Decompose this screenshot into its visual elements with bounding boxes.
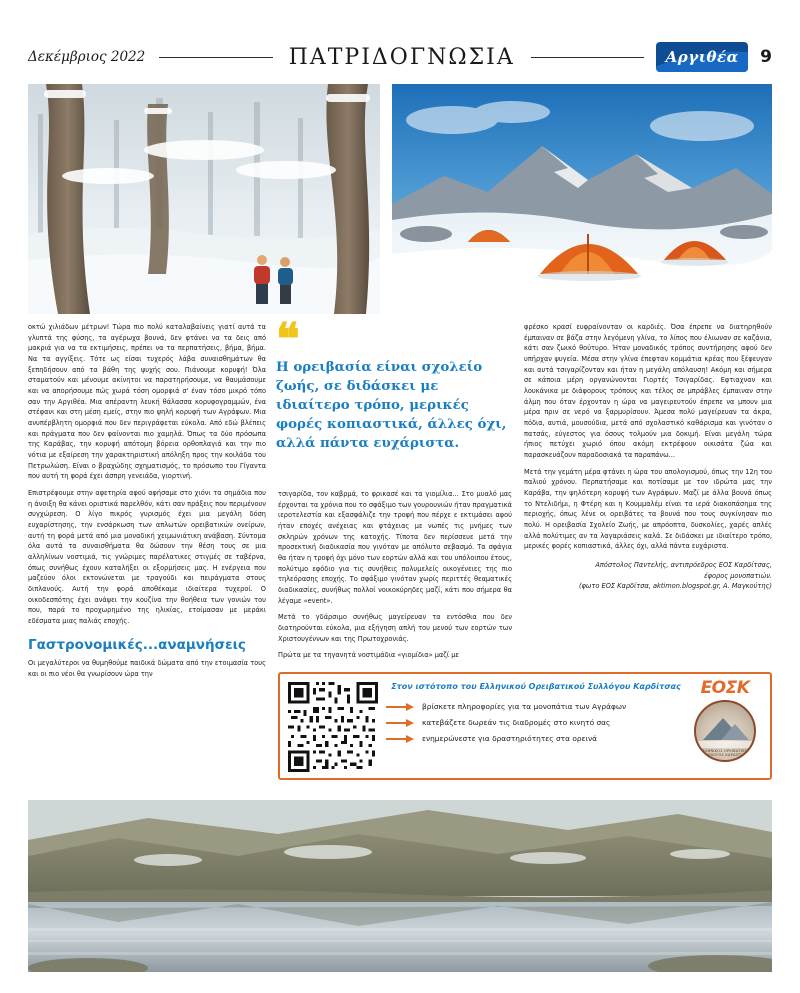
byline-line-2: έφορος μονοπατιών. xyxy=(704,571,772,580)
photo-tents-graphic xyxy=(392,84,772,314)
photo-mountain-lake xyxy=(28,800,772,972)
badge-band xyxy=(696,741,754,748)
article-column-2 xyxy=(278,489,512,667)
qr-code[interactable] xyxy=(288,682,378,772)
logo-label: Αργιθέα xyxy=(665,48,739,66)
col3-paragraph-1: φρέσκο κρασί ευφραίνονταν οι καρδιές. Όσα έπρεπε να διατηρηθούν έμπαιναν σε βάζα στην λεγόμενη γλίνα, το λίπος που έλιωναν σε καζάνια, κάτι σαν ζωικό θούτυρο. Ήταν μοναδικός τρόπος συντήρησης αφού δεν υπήρχαν ψυγεία. Μέσα στην γλίνα έπεφταν κομμάτια κρέας που ξέφευγαν και αυτά τσιγαρίζονταν και ήταν η μεγάλη απόλαυση! Ακόμη και σήμερα σε κάποια μέρη οργανώνονται Γιορτές Τσιγαρίδας. Εφτιαχναν και λουκάνικα με διάφορους τρόπους και τέλος σε μπράβλες έμπαιναν στην άλμη που όταν έρχονταν η ώρα να μαγειρευτούν έπρεπε να μπουν μια μέρα πριν σε νερό να ξαρμυρίσουν. Άμεσα πολύ μαγείρευαν τα άκρα, πόδια, αυτιά, μουσούδια, μετά από σχολαστικό καθάρισμα και γινόταν ο πατσάς, εύγεστος για όσους τολμούν μια δοκιμή. Είναι μεγάλη τώρα ήπιος πετύχει χωριό όπου ακόμη εκτρέφουν οικισάτα ζώα και παρασκευάζουν παραδοσιακά τα παραπάνω... xyxy=(524,323,772,460)
qr-code-graphic xyxy=(288,682,378,772)
byline xyxy=(524,560,772,592)
arrow-right-icon xyxy=(386,718,416,727)
article-column-1 xyxy=(28,322,266,685)
ad-title: Στον ιστότοπο του Ελληνικού Ορειβατικού Συλλόγου Καρδίτσας xyxy=(391,682,681,691)
col1-paragraph-2: Επιστρέφουμε στην αφετηρία αφού αφήσαμε στο χιόνι τα σημάδια που η άνοιξη θα κάνει οριστικά παρελθόν, κάτι σαν πράξεις που περιμένουν συγχώρεση. Ο λίγο πικρός γυρισμός έχει μια μεγάλη δόση ευχαρίστησης, την ενσάρκωση των απλωτών ορειβατικών ονείρων, αυτή τη φορά μετά από μια μοναδική χειμωνιάτικη ανάβαση. Σύντομα όλα αυτά τα συναισθήματα θα δώσουν την θέση τους σε μια αλληλίνων νοστιμιά, τις γνώριμες παρέλατικες στιγμές σε ταβέρνα, όπως συνήθως έχουν καταλήξει οι εξορμήσεις μας. Η ενέργεια που μαζεύον όλοι εκτονώνεται με τραγούδι και πειράγματα στους διπλανούς. Αυτή την φορά αποθέκαμε ιδιαίτερα τυχεροί. Ο οικοδεσπότης έχει ανάψει την κουζίνα την θοήθεια των γονιών του που, παρά το προχωρημένο της ηλικίας, ετοίμασαν με μεράκι εδέσματα μιας παλιάς εποχής. xyxy=(28,489,266,626)
byline-line-1: Απόστολος Παντελής, αντιπρόεδρος ΕΟΣ Καρδίτσας, xyxy=(595,561,772,570)
section-heading-gastronomy: Γαστρονομικές...αναμνήσεις xyxy=(28,636,246,653)
photo-tents-on-snow xyxy=(392,84,772,314)
photo-snowy-forest-graphic xyxy=(28,84,380,314)
masthead xyxy=(28,38,772,76)
quote-mark-icon: ❝ xyxy=(276,314,297,365)
advertisement-box[interactable] xyxy=(278,672,772,780)
arrow-right-icon xyxy=(386,734,416,743)
col1-paragraph-3: Οι μεγαλύτεροι να θυμηθούμε παιδικά δώματα από την ετοιμασία τους και οι πιο νέοι θα γνωρίσουν ώρα την xyxy=(28,659,266,678)
col2-paragraph-2: Μετά το γδάρσιμο συνήθως μαγείρευαν τα εντόσθια που δεν διατηρούνται εύκολα, μια εξήγηση απλή του μενού των εορτών των Χριστουγέννων και της Πρωτοχρονιάς. xyxy=(278,613,512,643)
eosk-logo-text: ΕΟΣΚ xyxy=(700,678,750,698)
ad-list-item-label: κατεβάζετε δωρεάν τις διαδρομές στο κινητό σας xyxy=(422,718,611,727)
issue-date: Δεκέμβριος 2022 xyxy=(28,49,146,65)
ad-list-item-label: ενημερώνεστε για δραστηριότητες στα ορεινά xyxy=(422,734,598,743)
ad-list-item-label: βρίσκετε πληροφορίες για τα μονοπάτια των Αγράφων xyxy=(422,702,627,711)
pull-quote-text: Η ορειβασία είναι σχολείο ζωής, σε διδάσκει με ιδιαίτερο τρόπο, μερικές φορές κοπιαστικά, άλλες όχι, αλλά πάντα ευχάριστα. xyxy=(276,358,507,451)
col3-paragraph-2: Μετά την γεμάτη μέρα φτάνει η ώρα του απολογισμού, όπως την 12η του παλιού χρόνου. Περπατήσαμε και ποτίσαμε με τον ιδρώτα μας την Καράβα, την ψηλότερη κορυφή των Αγράφων. Μαζί με άλλα βουνά όπως το Ντελιδήμι, η Φτέρη και η Κουμμαλέμ είναι τα ιερά διακοπάσημα της περιοχής, όπως λένε οι ορειβάτες τα βουνά που τους συγκίνησαν πιο πολύ. Η ορειβασία Σχολείο Ζωής, με απρόοπτα, δυσκολίες, χαρές απλές αλλά πολύτιμες αν τα λαγαριάσεις καλά. Σε διδάσκει με ιδιαίτερο τρόπο, μερικές φορές κοπιαστικά, άλλες όχι, αλλά πάντα ευχάριστα. xyxy=(524,467,772,551)
arrow-right-icon xyxy=(386,702,416,711)
header-rule-left xyxy=(159,57,272,58)
ad-benefits-list xyxy=(386,702,692,750)
pull-quote xyxy=(276,314,516,453)
photo-snowy-forest xyxy=(28,84,380,314)
photo-mountain-lake-graphic xyxy=(28,800,772,972)
eosk-badge-text: ΕΛΛΗΝΙΚΟΣ ΟΡΕΙΒΑΤΙΚΟΣ ΣΥΛΛΟΓΟΣ ΚΑΡΔΙΤΣΑΣ xyxy=(699,749,751,757)
ad-list-item xyxy=(386,702,692,711)
article-column-3 xyxy=(524,322,772,592)
page-title: ΠΑΤΡΙΔΟΓΝΩΣΙΑ xyxy=(288,44,515,70)
mountain-shape-secondary-icon xyxy=(721,724,749,740)
eosk-logo xyxy=(688,680,762,774)
byline-line-3: (φωτο ΕΟΣ Καρδίτσα, aktimon.blogspot.gr, Α. Μαγκούτης) xyxy=(578,582,772,591)
publication-logo xyxy=(656,42,748,72)
header-rule-right xyxy=(531,57,644,58)
col2-paragraph-1: τσιγαρίδα, τον καβρμά, το φρικασέ και τα γιομίλια... Στο μυαλό μας έρχονται τα χρόνια που το σφάξιμο των γουρουνιών ήταν πραγματικά ιεροτελεστία και εξασφάλιζε την τροφή που πέρχε ε εκτιμάσει αφού ήταν εποχές ανέχειας και φτάχειας με νωπές τις μνήμες των σκληρών χρόνων της κατοχής. Τίποτα δεν περίσσευε μετά την προσεκτική διαδικασία που γινόταν με απόλυτο σεβασμό. Τα σφάγια θα ήταν η τροφή όχι μόνο των εορτών αλλά και του υπόλοιπου έτους, πολύτιμο εφόδιο για τις συνήθεις πολυμελείς οικογένειες της πιο τηλεόρασης εποχής. Το σφάξιμο γινόταν χωρίς περιττές θεαματικές διαδικασίες, συνήθως πολλοί νοικοκύρηδες μαζί, κάτι που σήμερα θα λέγαμε «event». xyxy=(278,490,512,605)
ad-list-item xyxy=(386,734,692,743)
page-number: 9 xyxy=(760,47,772,67)
eosk-badge-emblem xyxy=(694,700,756,762)
col1-paragraph-1: οκτώ χιλιάδων μέτρων! Τώρα πιο πολύ καταλαβαίνεις γιατί αυτά τα γλυπτά της φύσης, τα αγέρωχα βουνά, δεν φτάνει να τα δεις από μακριά για να τα εκτιμήσεις, πρέπει να τα περπατήσεις, βήμα, βήμα. Να τα αγγίξεις. Τότε ως είσαι τυχερός λάβα συναισθημάτων θα ξεπηδήσουν από τα βάθη της ψυχής σου. Πιάνουμε κορυφή! Όλα σταματούν και μένουμε ακίνητοι να παρατηρήσουμε, να θαυμάσουμε και να απορήσουμε πώς χωρά τόση ομορφιά σ' έναν τόσο μικρό τόπο σαν την Αργιθέα. Μια απέραντη λευκή θάλασσα κορυφογραμμών, ένα στέφανι και στη μέση εμείς, στην πιο ψηλή κορυφή των Αγράφων. Μια ανυπέρβλητη ομορφιά που δεν περιγράφεται εύκολα. Από εδώ βλέπεις και πράγματα που δεν φαίνονται πιο χαμηλά. Όπως τα δύο πρόσωπα της Καράβας, την κορυφή απότομη βόρεια ορθοπλαγιά και την πιο νότια με εξαίρεση την χαρακτηριστική απόληξη προς την κοιλάδα του Πετρωλώση. Είναι ο βραχώδης σχηματισμός, το πρόσωπο του Γίγαντα που αυτή τη φορά έχει άσπρη γενειάδα, γιορτινή. xyxy=(28,323,266,481)
ad-list-item xyxy=(386,718,692,727)
col2-paragraph-3: Πρώτα με τα τηγανητά νοστιμάδια «γιομίδια» μαζί με xyxy=(278,651,459,660)
